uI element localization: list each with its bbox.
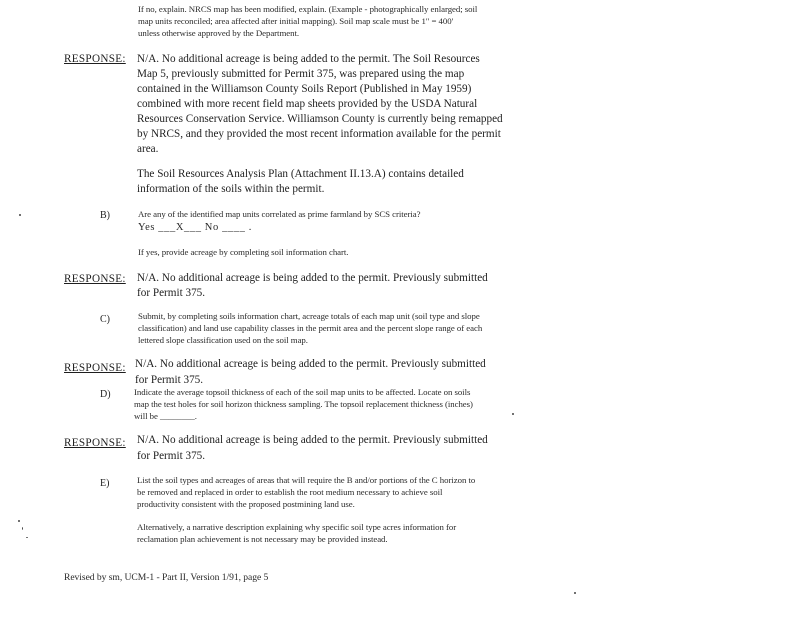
response-text-line: by NRCS, and they provided the most recent information available for the permit [137,128,501,140]
response-text-line: N/A. No additional acreage is being added to the permit. Previously submitted [135,358,486,370]
scan-speck [574,592,576,594]
response-text-line: Map 5, previously submitted for Permit 375, was prepared using the map [137,68,465,80]
response-text-line: The Soil Resources Analysis Plan (Attachment II.13.A) contains detailed [137,168,464,180]
response-text-line: contained in the Williamson County Soils Report (Published in May 1959) [137,83,472,95]
response-label: RESPONSE: [64,273,126,285]
response-label: RESPONSE: [64,53,126,65]
response-text-line: for Permit 375. [137,450,206,462]
item-d-line: Indicate the average topsoil thickness of each of the soil map units to be affected. Locate on soils [134,387,471,397]
response-label: RESPONSE: [64,437,126,449]
response-text-line: Resources Conservation Service. Williamson County is currently being remapped [137,113,503,125]
item-label-e: E) [100,478,110,489]
intro-line: map units reconciled; area affected after initial mapping). Soil map scale must be 1" = 400' [138,16,454,26]
item-label-b: B) [100,210,110,221]
response-text-line: for Permit 375. [135,374,204,386]
item-c-line: lettered slope classification used on the soil map. [138,335,308,345]
scan-speck [18,520,20,522]
response-text-line: N/A. No additional acreage is being added to the permit. Previously submitted [137,272,488,284]
item-c-line: Submit, by completing soils information chart, acreage totals of each map unit (soil type and slope [138,311,480,321]
scan-speck [26,537,28,538]
item-e-line: be removed and replaced in order to establish the root medium necessary to achieve soil [137,487,443,497]
item-b-note: If yes, provide acreage by completing soil information chart. [138,247,349,257]
item-d-line: map the test holes for soil horizon thickness sampling. The topsoil replacement thickness (inches) [134,399,473,409]
scan-speck [19,214,21,216]
response-text-line: information of the soils within the permit. [137,183,325,195]
intro-line: If no, explain. NRCS map has been modified, explain. (Example - photographically enlarged; soil [138,4,478,14]
response-text-line: for Permit 375. [137,287,206,299]
item-e-alt-line: Alternatively, a narrative description explaining why specific soil type acres information for [137,522,457,532]
scan-speck [512,413,514,415]
scan-speck [22,527,23,530]
item-e-line: List the soil types and acreages of areas that will require the B and/or portions of the C horizon to [137,475,476,485]
item-label-c: C) [100,314,110,325]
response-text-line: N/A. No additional acreage is being added to the permit. Previously submitted [137,434,488,446]
response-label: RESPONSE: [64,362,126,374]
item-c-line: classification) and land use capability classes in the permit area and the percent slope range of each [138,323,483,333]
item-label-d: D) [100,389,111,400]
item-b-question: Are any of the identified map units correlated as prime farmland by SCS criteria? [138,209,421,219]
intro-line: unless otherwise approved by the Department. [138,28,299,38]
item-e-line: productivity consistent with the proposed postmining land use. [137,499,355,509]
response-text-line: combined with more recent field map sheets provided by the USDA Natural [137,98,478,110]
response-text-line: N/A. No additional acreage is being added to the permit. The Soil Resources [137,53,480,65]
item-b-answer: Yes ___X___ No ____ . [138,222,252,233]
item-d-line: will be ________. [134,411,197,421]
page-footer: Revised by sm, UCM-1 - Part II, Version 1/91, page 5 [64,572,269,583]
item-e-alt-line: reclamation plan achievement is not necessary may be provided instead. [137,534,388,544]
response-text-line: area. [137,143,159,155]
